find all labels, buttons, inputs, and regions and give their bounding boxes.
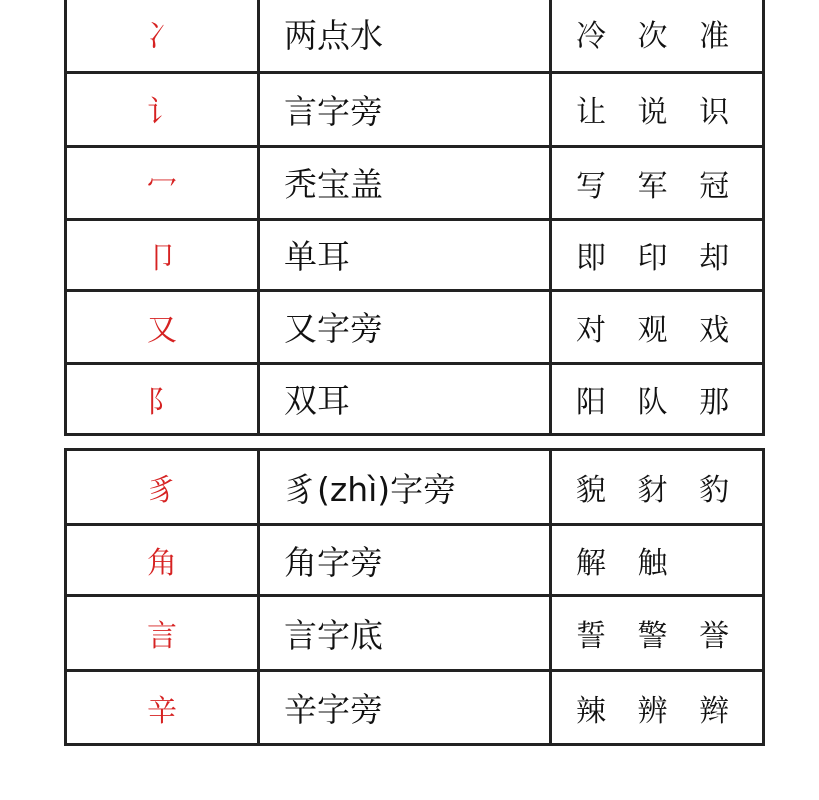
radical-table-top	[64, 0, 765, 436]
radical-name: 辛字旁	[259, 671, 551, 745]
radical-name: 言字底	[259, 596, 551, 671]
example-characters: 冷 次 准	[551, 0, 764, 72]
radical-glyph: 角	[66, 525, 259, 596]
radical-name: 言字旁	[259, 72, 551, 146]
table-row	[66, 219, 764, 290]
radical-name: 角字旁	[259, 525, 551, 596]
radical-name: 又字旁	[259, 290, 551, 363]
table-row	[66, 525, 764, 596]
radical-name: 单耳	[259, 219, 551, 290]
radical-glyph: 豸	[66, 450, 259, 525]
radical-glyph: 冫	[66, 0, 259, 72]
radical-name: 豸(zhì)字旁	[259, 450, 551, 525]
table-row	[66, 0, 764, 72]
radical-glyph: 冖	[66, 146, 259, 219]
table-row	[66, 671, 764, 745]
radical-glyph: 又	[66, 290, 259, 363]
example-characters: 即 印 却	[551, 219, 764, 290]
example-characters: 誓 警 誉	[551, 596, 764, 671]
table-row	[66, 363, 764, 434]
table-row	[66, 146, 764, 219]
table-row	[66, 72, 764, 146]
example-characters: 貌 豺 豹	[551, 450, 764, 525]
example-characters: 解 触	[551, 525, 764, 596]
example-characters: 辣 辨 辫	[551, 671, 764, 745]
radical-glyph: 阝	[66, 363, 259, 434]
example-characters: 写 军 冠	[551, 146, 764, 219]
radical-glyph: 卩	[66, 219, 259, 290]
radical-name: 秃宝盖	[259, 146, 551, 219]
table-row	[66, 596, 764, 671]
table-row	[66, 290, 764, 363]
example-characters: 让 说 识	[551, 72, 764, 146]
radical-glyph: 讠	[66, 72, 259, 146]
radical-table-bottom	[64, 448, 765, 746]
radical-glyph: 辛	[66, 671, 259, 745]
radical-name: 两点水	[259, 0, 551, 72]
example-characters: 阳 队 那	[551, 363, 764, 434]
table-row	[66, 450, 764, 525]
radical-glyph: 言	[66, 596, 259, 671]
radical-name: 双耳	[259, 363, 551, 434]
example-characters: 对 观 戏	[551, 290, 764, 363]
